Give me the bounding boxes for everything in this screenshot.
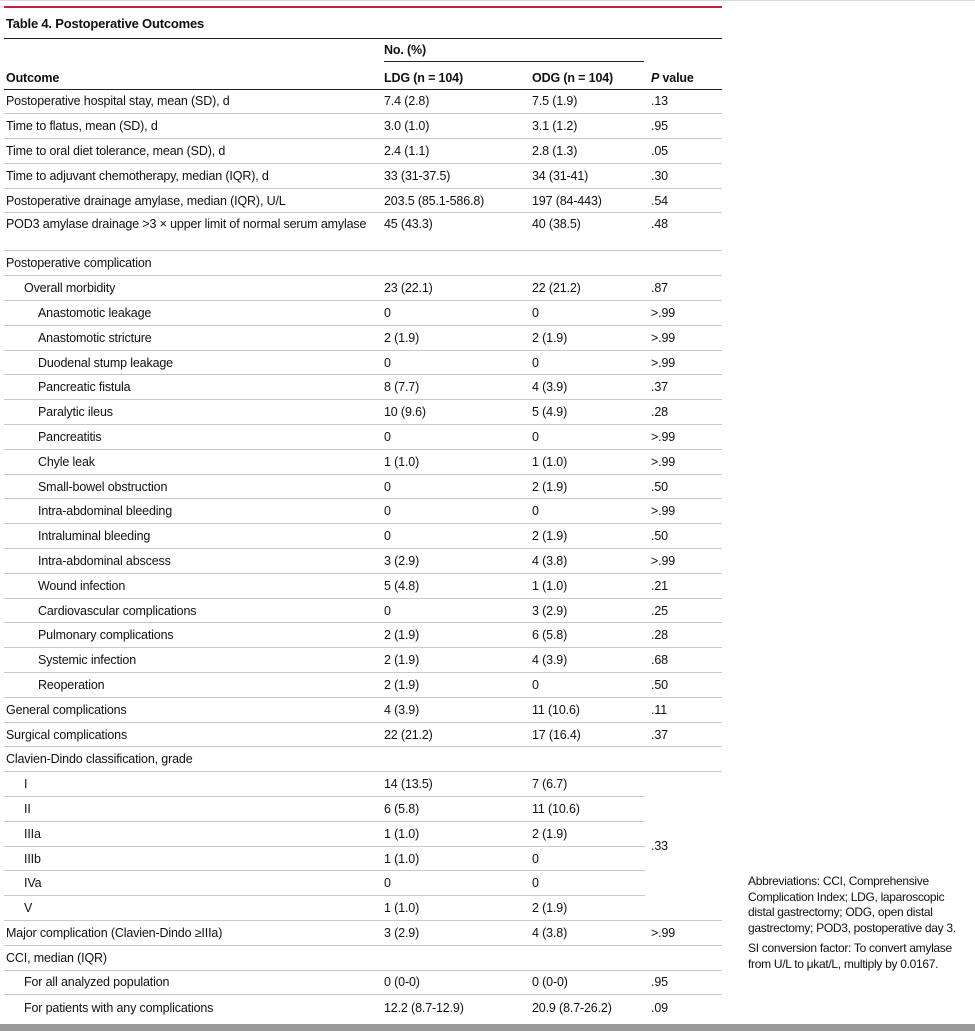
ldg-cell: 3 (2.9) [378, 549, 526, 574]
column-header-outcome: Outcome [4, 65, 378, 89]
outcome-cell: Clavien-Dindo classification, grade [4, 747, 378, 772]
outcome-cell: Paralytic ileus [4, 400, 378, 425]
ldg-cell: 2 (1.9) [378, 623, 526, 648]
outcome-cell: Surgical complications [4, 722, 378, 747]
outcome-cell: Wound infection [4, 573, 378, 598]
table-row [4, 896, 722, 921]
odg-cell: 0 [526, 499, 645, 524]
odg-cell: 3.1 (1.2) [526, 114, 645, 139]
table-row [4, 821, 722, 846]
group-header-no-percent [378, 39, 645, 65]
ldg-cell: 2.4 (1.1) [378, 139, 526, 164]
p-value-cell: >.99 [645, 350, 722, 375]
outcome-cell: Duodenal stump leakage [4, 350, 378, 375]
p-value-cell [645, 251, 722, 276]
group-header-label: No. (%) [384, 43, 426, 57]
p-value-cell: >.99 [645, 499, 722, 524]
odg-cell: 2 (1.9) [526, 474, 645, 499]
ldg-cell: 2 (1.9) [378, 648, 526, 673]
odg-cell: 6 (5.8) [526, 623, 645, 648]
outcome-cell: Anastomotic stricture [4, 325, 378, 350]
p-value-cell: .50 [645, 474, 722, 499]
p-value-cell: .28 [645, 400, 722, 425]
table-row [4, 114, 722, 139]
odg-cell: 11 (10.6) [526, 797, 645, 822]
bottom-scroll-bar [0, 1024, 975, 1031]
p-value-cell: .95 [645, 114, 722, 139]
p-value-cell: .95 [645, 970, 722, 995]
ldg-cell: 2 (1.9) [378, 325, 526, 350]
p-value-cell: .09 [651, 1000, 668, 1015]
outcome-cell: Time to oral diet tolerance, mean (SD), d [4, 139, 378, 164]
ldg-cell: 0 [378, 425, 526, 450]
ldg-cell: 33 (31-37.5) [378, 163, 526, 188]
outcome-cell: Systemic infection [4, 648, 378, 673]
odg-cell [526, 945, 645, 970]
table-row [4, 163, 722, 188]
table-row [4, 970, 722, 995]
conversion-footnote: SI conversion factor: To convert amylase from U/L to μkat/L, multiply by 0.0167. [748, 941, 952, 971]
table-row [4, 648, 722, 673]
table-row [4, 139, 722, 164]
column-header-row [4, 65, 722, 89]
table-row [4, 400, 722, 425]
table-footnotes [748, 874, 973, 977]
ldg-cell [378, 747, 526, 772]
outcome-cell: Pancreatic fistula [4, 375, 378, 400]
table-row [4, 598, 722, 623]
ldg-cell: 1 (1.0) [378, 896, 526, 921]
table-row [4, 673, 722, 698]
outcome-cell: Postoperative complication [4, 251, 378, 276]
table-row [4, 213, 722, 251]
outcome-cell: II [4, 797, 378, 822]
group-header-row [4, 39, 722, 65]
odg-cell: 4 (3.8) [526, 921, 645, 946]
table-row [4, 524, 722, 549]
ldg-cell: 0 (0-0) [378, 970, 526, 995]
outcome-cell: Time to flatus, mean (SD), d [4, 114, 378, 139]
odg-cell: 0 [526, 673, 645, 698]
ldg-cell [378, 251, 526, 276]
p-value-cell: >.99 [645, 449, 722, 474]
ldg-cell: 4 (3.9) [378, 697, 526, 722]
odg-cell: 11 (10.6) [526, 697, 645, 722]
table-row [4, 89, 722, 114]
table-row [4, 871, 722, 896]
p-value-cell: .48 [645, 213, 722, 251]
odg-cell: 2 (1.9) [526, 896, 645, 921]
ldg-cell: 3 (2.9) [378, 921, 526, 946]
p-value-cell: >.99 [645, 301, 722, 326]
p-value-word: value [659, 70, 694, 85]
outcome-cell: Postoperative drainage amylase, median (IQR), U/L [4, 188, 378, 213]
odg-cell: 22 (21.2) [526, 276, 645, 301]
table-row [4, 921, 722, 946]
table-row [4, 846, 722, 871]
ldg-cell: 6 (5.8) [378, 797, 526, 822]
p-value-cell: >.99 [645, 325, 722, 350]
ldg-cell: 7.4 (2.8) [378, 89, 526, 114]
ldg-cell: 0 [378, 474, 526, 499]
table-row [4, 772, 722, 797]
ldg-cell [378, 945, 526, 970]
ldg-cell: 0 [378, 350, 526, 375]
odg-cell: 2 (1.9) [526, 524, 645, 549]
odg-cell: 34 (31-41) [526, 163, 645, 188]
p-value-cell: .30 [645, 163, 722, 188]
odg-cell: 0 [526, 871, 645, 896]
p-value-cell: .25 [645, 598, 722, 623]
ldg-cell: 203.5 (85.1-586.8) [378, 188, 526, 213]
column-header-ldg: LDG (n = 104) [378, 65, 526, 89]
p-value-cell: .05 [645, 139, 722, 164]
p-value-cell: .11 [645, 697, 722, 722]
outcome-cell: IVa [4, 871, 378, 896]
table-row [4, 350, 722, 375]
ldg-cell: 1 (1.0) [378, 821, 526, 846]
odg-cell [526, 251, 645, 276]
table-row [4, 995, 722, 1020]
odg-cell: 0 [526, 350, 645, 375]
odg-cell: 17 (16.4) [526, 722, 645, 747]
table-row [4, 573, 722, 598]
odg-cell [526, 747, 645, 772]
outcome-cell: Overall morbidity [4, 276, 378, 301]
table-row [4, 499, 722, 524]
outcome-cell: Time to adjuvant chemotherapy, median (IQR), d [4, 163, 378, 188]
section-row-clavien-dindo [4, 747, 722, 772]
odg-cell: 2 (1.9) [526, 325, 645, 350]
outcome-cell: Chyle leak [4, 449, 378, 474]
ldg-cell: 1 (1.0) [378, 449, 526, 474]
ldg-cell: 22 (21.2) [378, 722, 526, 747]
p-value-cell: .87 [645, 276, 722, 301]
odg-cell: 2.8 (1.3) [526, 139, 645, 164]
outcome-cell: Cardiovascular complications [4, 598, 378, 623]
table-row [4, 325, 722, 350]
ldg-cell: 2 (1.9) [378, 673, 526, 698]
p-value-cell: .13 [645, 89, 722, 114]
ldg-cell: 12.2 (8.7-12.9) [384, 1000, 464, 1015]
column-header-odg: ODG (n = 104) [526, 65, 645, 89]
table-row [4, 623, 722, 648]
odg-cell: 197 (84-443) [526, 188, 645, 213]
table-row [4, 425, 722, 450]
outcome-cell: CCI, median (IQR) [4, 945, 378, 970]
outcome-cell: V [4, 896, 378, 921]
odg-cell: 0 (0-0) [526, 970, 645, 995]
odg-cell: 40 (38.5) [526, 213, 645, 251]
outcomes-table [4, 39, 722, 1020]
ldg-cell: 23 (22.1) [378, 276, 526, 301]
abbreviations-footnote: Abbreviations: CCI, Comprehensive Complication Index; LDG, laparoscopic distal gastrectomy; ODG, open distal gastrectomy; POD3, postoperative day 3. [748, 874, 956, 935]
table-row [4, 722, 722, 747]
table-row [4, 301, 722, 326]
ldg-cell: 0 [378, 499, 526, 524]
table-row [4, 549, 722, 574]
outcome-cell: Pulmonary complications [4, 623, 378, 648]
odg-cell: 0 [526, 425, 645, 450]
ldg-cell: 1 (1.0) [378, 846, 526, 871]
column-header-p-value [645, 65, 722, 89]
group-header-rule [384, 61, 644, 62]
table-row [4, 697, 722, 722]
ldg-cell: 10 (9.6) [378, 400, 526, 425]
p-value-cell: .37 [645, 722, 722, 747]
outcome-cell: IIIb [4, 846, 378, 871]
table-row [4, 474, 722, 499]
p-value-cell: .50 [645, 524, 722, 549]
table-row [4, 797, 722, 822]
p-value-cell: >.99 [645, 425, 722, 450]
odg-cell: 5 (4.9) [526, 400, 645, 425]
ldg-cell: 0 [378, 598, 526, 623]
outcome-cell: For patients with any complications [24, 1000, 214, 1015]
clavien-grade-p-value-cell: .33 [645, 772, 722, 921]
table-title: Table 4. Postoperative Outcomes [6, 16, 205, 31]
outcome-cell: Pancreatitis [4, 425, 378, 450]
table-row [4, 276, 722, 301]
outcome-cell: Intra-abdominal abscess [4, 549, 378, 574]
p-letter: P [651, 70, 660, 85]
odg-cell: 7.5 (1.9) [526, 89, 645, 114]
p-value-cell: .21 [645, 573, 722, 598]
odg-cell: 0 [526, 846, 645, 871]
ldg-cell: 0 [378, 301, 526, 326]
p-value-cell: .68 [645, 648, 722, 673]
p-value-cell: >.99 [645, 549, 722, 574]
odg-cell: 4 (3.9) [526, 648, 645, 673]
ldg-cell: 8 (7.7) [378, 375, 526, 400]
odg-cell: 1 (1.0) [526, 573, 645, 598]
odg-cell: 1 (1.0) [526, 449, 645, 474]
outcome-cell: Major complication (Clavien-Dindo ≥IIIa) [4, 921, 378, 946]
table-row [4, 375, 722, 400]
p-value-cell: .37 [645, 375, 722, 400]
p-value-cell [645, 945, 722, 970]
outcome-cell: For all analyzed population [4, 970, 378, 995]
outcome-cell: Small-bowel obstruction [4, 474, 378, 499]
odg-cell: 20.9 (8.7-26.2) [532, 1000, 612, 1015]
p-value-cell: .50 [645, 673, 722, 698]
p-value-cell: >.99 [645, 921, 722, 946]
ldg-cell: 5 (4.8) [378, 573, 526, 598]
odg-cell: 7 (6.7) [526, 772, 645, 797]
odg-cell: 0 [526, 301, 645, 326]
p-value-cell: .54 [645, 188, 722, 213]
ldg-cell: 14 (13.5) [378, 772, 526, 797]
p-value-cell [645, 747, 722, 772]
p-value-cell: .28 [645, 623, 722, 648]
odg-cell: 4 (3.8) [526, 549, 645, 574]
ldg-cell: 0 [378, 871, 526, 896]
outcome-cell: General complications [4, 697, 378, 722]
outcome-cell: POD3 amylase drainage >3 × upper limit of normal serum amylase [4, 213, 378, 251]
ldg-cell: 0 [378, 524, 526, 549]
table-row [4, 188, 722, 213]
outcome-cell: IIIa [4, 821, 378, 846]
section-row-postoperative-complication [4, 251, 722, 276]
section-row-cci [4, 945, 722, 970]
top-border-line [0, 0, 975, 1]
ldg-cell: 45 (43.3) [378, 213, 526, 251]
outcome-cell: Reoperation [4, 673, 378, 698]
outcome-cell: I [4, 772, 378, 797]
odg-cell: 3 (2.9) [526, 598, 645, 623]
blank-header-cell [645, 39, 722, 65]
odg-cell: 4 (3.9) [526, 375, 645, 400]
table-row [4, 449, 722, 474]
outcome-cell: Intraluminal bleeding [4, 524, 378, 549]
ldg-cell: 3.0 (1.0) [378, 114, 526, 139]
odg-cell: 2 (1.9) [526, 821, 645, 846]
outcome-cell: Intra-abdominal bleeding [4, 499, 378, 524]
outcome-cell: Postoperative hospital stay, mean (SD), d [4, 89, 378, 114]
blank-header-cell [4, 39, 378, 65]
outcome-cell: Anastomotic leakage [4, 301, 378, 326]
table-container [4, 6, 722, 1020]
